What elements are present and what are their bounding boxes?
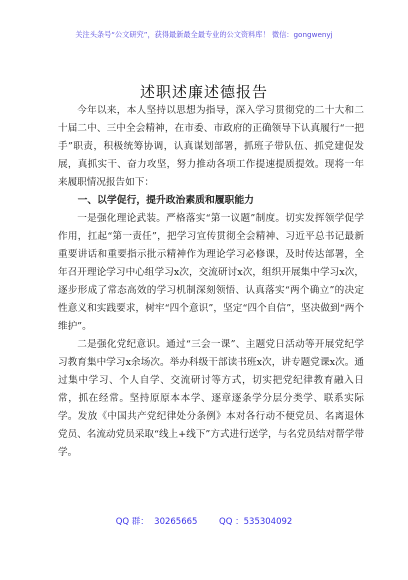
document-body (58, 102, 364, 462)
promo-header: 关注头条号“公文研究”，获得最新最全最专业的公文资料库！ 微信：gongwenyj (75, 30, 333, 39)
contact-footer: QQ 群： 30265665 QQ ：535304092 (115, 517, 293, 527)
document-title: 述职述廉述德报告 (139, 83, 268, 101)
section-heading: 一、以学促行，提升政治素质和履职能力 (77, 195, 254, 206)
section-paragraph-1: 一是强化理论武装。严格落实“第一议题”制度。切实发挥领学促学作用，扛起“第一责任”，把学习宣传贯彻全会精神、习近平总书记最新重要讲话和重要指示批示精神作为理论学习必修课，及时传达部署，全年召开理论学习中心组学习x次，交流研讨x次，组织开展集中学习x次，逐步形成了常态高效的学习机制深刻领悟、认真落实“两个确立”的决定性意义和实践要求，树牢“四个意识”，坚定“四个自信”，坚决做到“两个维护”。 (58, 213, 364, 332)
intro-paragraph: 今年以来，本人坚持以思想为指导，深入学习贯彻党的二十大和二十届二中、三中全会精神，在市委、市政府的正确领导下认真履行“一把手”职责，积极统筹协调，认真谋划部署，抓班子带队伍、抓党建促发展，真抓实干、奋力攻坚，努力推动各项工作提速提质提效。现将一年来履职情况报告如下： (58, 105, 364, 188)
section-paragraph-2: 二是强化党纪意识。通过“三会一课”、主题党日活动等开展党纪学习教育集中学习x余场次。举办科级干部读书班x次，讲专题党课x次。通过集中学习、个人自学、交流研讨等方式，切实把党纪律教育融入日常，抓在经常。坚持原原本本学、逐章逐条学分层分类学、联系实际学。发放《中国共产党纪律处分条例》本对各行动不便党员、名离退休党员、名流动党员采取“线上+线下”方式进行送学，与名党员结对帮学带学。 (58, 339, 364, 458)
